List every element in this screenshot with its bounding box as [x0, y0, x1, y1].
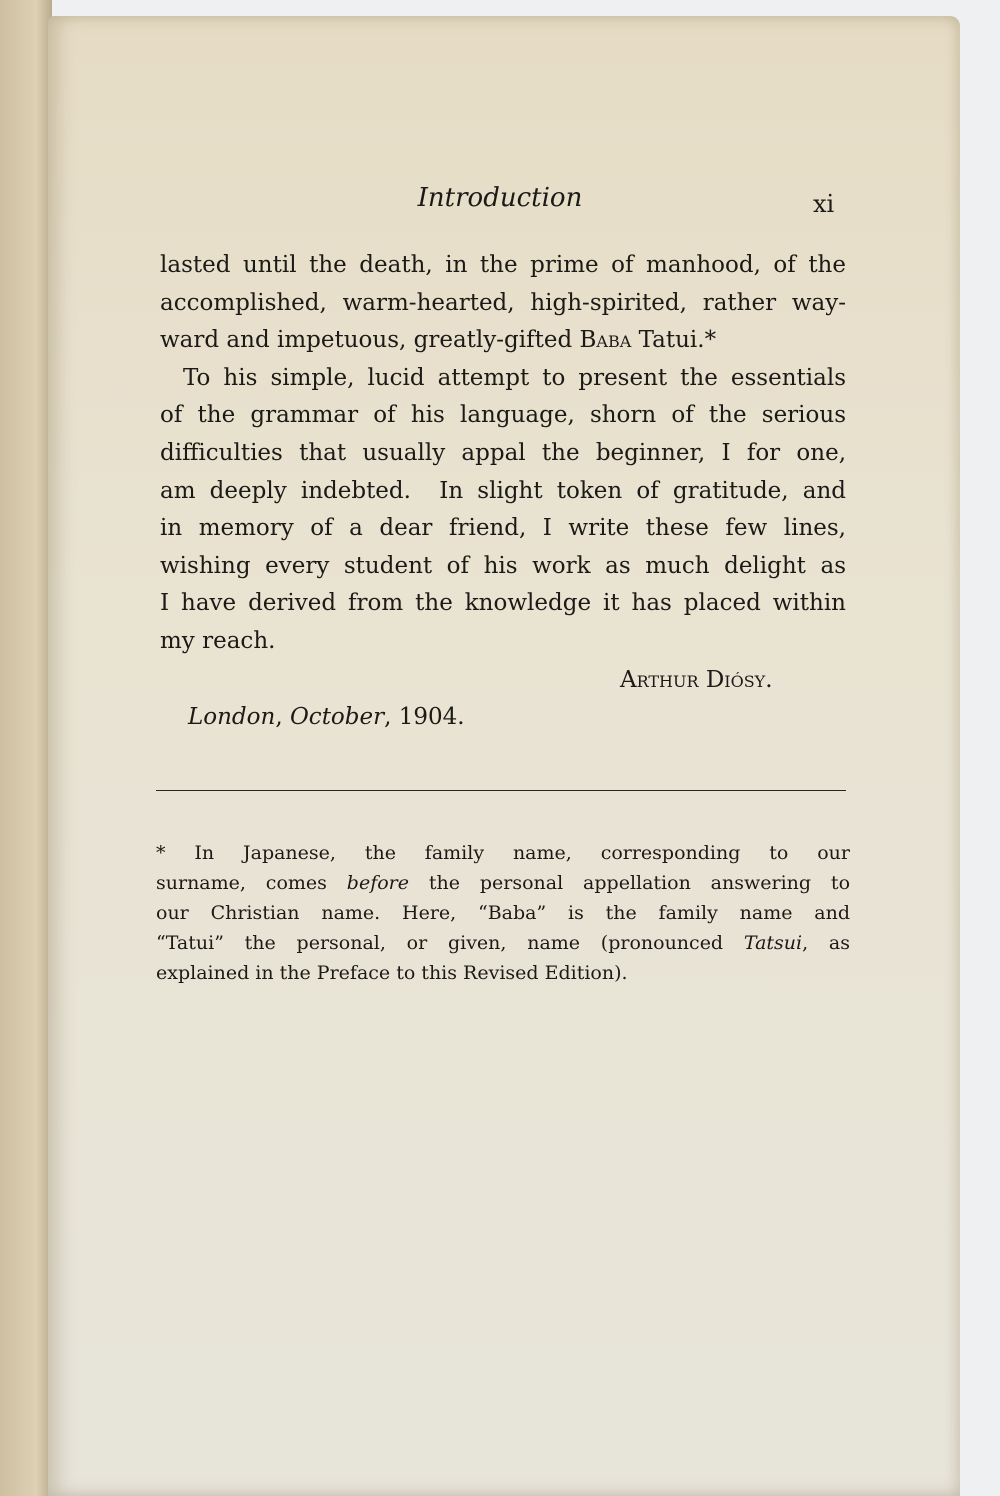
page-number: xi: [813, 190, 835, 218]
text-segment: “Tatui” the personal, or given, name (pronounced: [156, 932, 744, 954]
text-segment: , as: [802, 932, 850, 954]
body-line: [160, 440, 846, 466]
footnote-line: [156, 962, 850, 984]
text-segment: I have derived from the knowledge it has placed within: [160, 590, 846, 616]
previous-page-edge: [0, 0, 52, 1496]
text-segment: am deeply indebted. In slight token of gratitude, and: [160, 478, 846, 504]
book-page: [48, 16, 960, 1496]
footnote-rule: [156, 790, 846, 791]
body-line: [160, 590, 846, 616]
text-segment: wishing every student of his work as much delight as: [160, 553, 846, 579]
text-segment: , 1904.: [384, 704, 465, 730]
body-line: [160, 402, 846, 428]
text-segment: our Christian name. Here, “Baba” is the family name and: [156, 902, 850, 924]
text-segment: Tatsui: [743, 932, 803, 954]
signature: Arthur Diósy.: [620, 667, 773, 693]
text-segment: the personal appellation answering to: [409, 872, 851, 894]
body-line: [160, 290, 846, 316]
footnote-line: [156, 842, 850, 864]
footnote-line: [156, 932, 850, 954]
text-segment: of the grammar of his language, shorn of the serious: [160, 402, 846, 428]
body-line: [160, 327, 846, 353]
text-segment: October: [289, 704, 385, 730]
text-segment: To his simple, lucid attempt to present the essentials: [160, 365, 846, 391]
text-segment: accomplished, warm-hearted, high-spirited, rather way-: [160, 290, 846, 316]
text-segment: surname, comes: [156, 872, 347, 894]
running-head: Introduction: [417, 183, 583, 213]
text-segment: ,: [275, 704, 290, 730]
body-line: [160, 553, 846, 579]
body-line: [160, 628, 846, 654]
text-segment: before: [346, 872, 409, 894]
text-segment: lasted until the death, in the prime of manhood, of the: [160, 252, 846, 278]
text-segment: ward and impetuous, greatly-gifted: [160, 327, 580, 353]
text-segment: Tatui.*: [631, 327, 717, 353]
text-segment: explained in the Preface to this Revised Edition).: [156, 962, 628, 984]
text-segment: London: [188, 704, 276, 730]
text-segment: in memory of a dear friend, I write these few lines,: [160, 515, 846, 541]
body-line: [160, 515, 846, 541]
footnote-line: [156, 902, 850, 924]
dateline: [188, 704, 465, 730]
body-line: [160, 478, 846, 504]
body-line: [160, 365, 846, 391]
text-segment: difficulties that usually appal the beginner, I for one,: [160, 440, 846, 466]
text-segment: my reach.: [160, 628, 276, 654]
footnote-line: [156, 872, 850, 894]
text-segment: Baba: [579, 327, 632, 353]
body-line: [160, 252, 846, 278]
text-segment: * In Japanese, the family name, corresponding to our: [156, 842, 850, 864]
